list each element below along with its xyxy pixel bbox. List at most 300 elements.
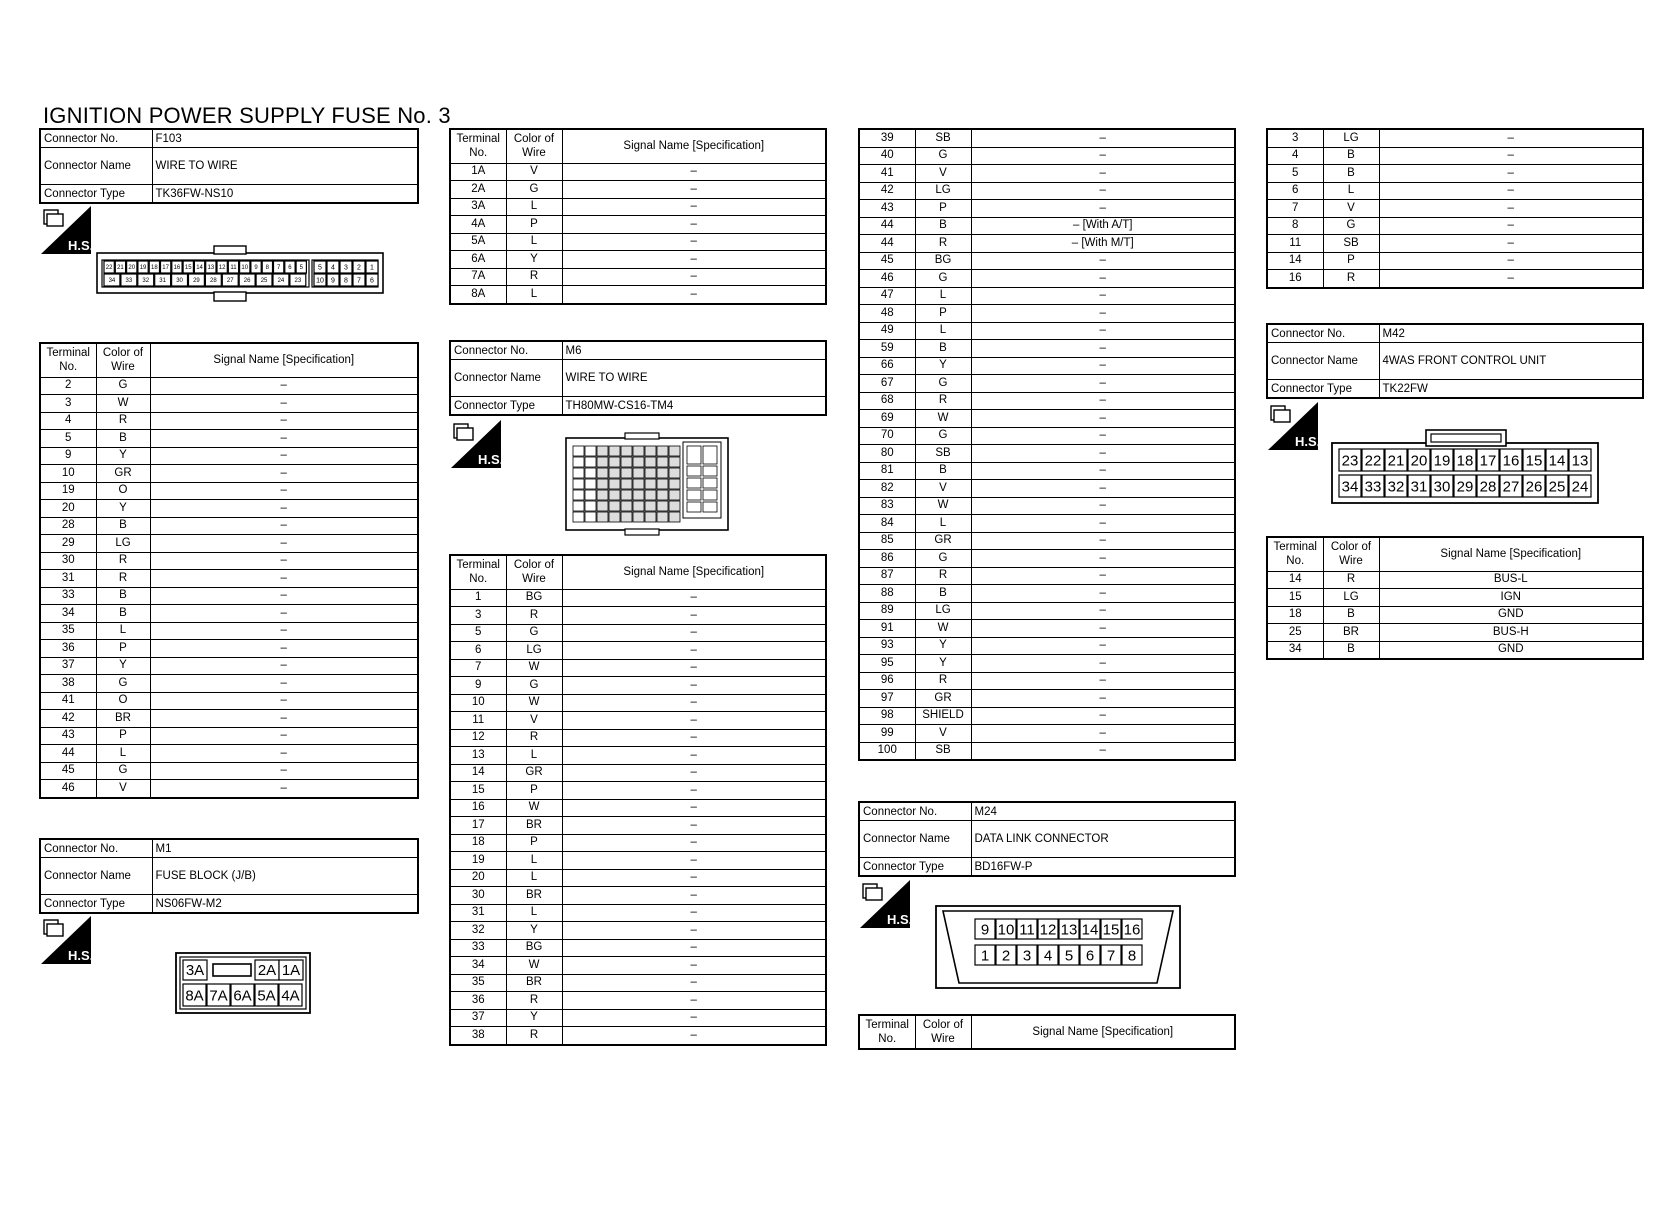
terminal-no: 6 bbox=[1267, 182, 1323, 200]
conn-no-value: M6 bbox=[562, 341, 826, 360]
wire-color: B bbox=[1323, 147, 1379, 165]
signal-name: – bbox=[562, 694, 826, 712]
table-row bbox=[450, 198, 826, 216]
table-row bbox=[450, 904, 826, 922]
terminal-no: 97 bbox=[859, 690, 915, 708]
conn-no-value: M1 bbox=[152, 839, 418, 858]
table-row bbox=[450, 659, 826, 677]
table-row bbox=[859, 340, 1235, 358]
pin-label: 19 bbox=[139, 265, 147, 272]
wire-color: O bbox=[96, 692, 150, 710]
pin-cell bbox=[573, 490, 584, 500]
table-row bbox=[450, 712, 826, 730]
signal-name: – bbox=[562, 922, 826, 940]
table-row bbox=[40, 377, 418, 395]
table-row bbox=[40, 412, 418, 430]
wire-color: R bbox=[915, 392, 971, 410]
wire-color: R bbox=[1323, 571, 1379, 589]
pin-label: 13 bbox=[1060, 921, 1078, 939]
signal-name: – bbox=[562, 834, 826, 852]
pin-cell bbox=[621, 479, 632, 489]
terminal-no: 59 bbox=[859, 340, 915, 358]
wire-color: BG bbox=[915, 252, 971, 270]
terminal-no: 17 bbox=[450, 817, 506, 835]
label-conn-name: Connector Name bbox=[40, 858, 152, 895]
pin-label: 6 bbox=[288, 265, 292, 272]
signal-name: – bbox=[562, 677, 826, 695]
wire-color: Y bbox=[915, 637, 971, 655]
terminal-no: 30 bbox=[450, 887, 506, 905]
terminal-no: 34 bbox=[1267, 641, 1323, 659]
header-color: Color of Wire bbox=[96, 343, 150, 377]
signal-name: – bbox=[562, 589, 826, 607]
wire-color: GR bbox=[506, 764, 562, 782]
terminal-no: 4A bbox=[450, 216, 506, 234]
table-row bbox=[859, 602, 1235, 620]
connector-face-m24 bbox=[935, 905, 1181, 994]
label-conn-no: Connector No. bbox=[1267, 324, 1379, 343]
hs-label: H.S. bbox=[1295, 434, 1318, 449]
table-row bbox=[40, 535, 418, 553]
signal-name: – bbox=[971, 655, 1235, 673]
terminal-no: 36 bbox=[40, 640, 96, 658]
pin-cell bbox=[573, 446, 584, 456]
pin-label: 9 bbox=[331, 277, 335, 285]
header-terminal: Terminal No. bbox=[1267, 537, 1323, 571]
pin-label: 11 bbox=[230, 265, 237, 272]
table-row bbox=[859, 305, 1235, 323]
table-row bbox=[40, 482, 418, 500]
header-signal: Signal Name [Specification] bbox=[562, 129, 826, 163]
terminal-no: 46 bbox=[40, 780, 96, 798]
table-row bbox=[1267, 129, 1643, 147]
pin-cell bbox=[573, 479, 584, 489]
terminal-no: 3 bbox=[1267, 129, 1323, 147]
pin-label: 6 bbox=[370, 277, 374, 285]
signal-name: – bbox=[150, 500, 418, 518]
wire-color: Y bbox=[506, 922, 562, 940]
connector-face-m6 bbox=[565, 432, 731, 542]
signal-name: – bbox=[150, 727, 418, 745]
pin-label: 27 bbox=[1502, 478, 1520, 496]
pin-label: 28 bbox=[1479, 478, 1497, 496]
terminal-no: 88 bbox=[859, 585, 915, 603]
table-row bbox=[859, 585, 1235, 603]
signal-name: – bbox=[971, 147, 1235, 165]
table-row bbox=[40, 570, 418, 588]
table-row bbox=[450, 852, 826, 870]
pin-label: 3 bbox=[344, 264, 348, 272]
table-row bbox=[450, 764, 826, 782]
terminal-no: 91 bbox=[859, 620, 915, 638]
table-row bbox=[450, 992, 826, 1010]
pin-label: 9 bbox=[980, 921, 990, 939]
pin-cell bbox=[573, 457, 584, 467]
pin-label: 10 bbox=[997, 921, 1015, 939]
signal-name: – bbox=[150, 745, 418, 763]
pin-cell bbox=[585, 468, 596, 478]
pin-label: 25 bbox=[1548, 478, 1566, 496]
pin-cell bbox=[669, 501, 680, 511]
terminal-no: 33 bbox=[450, 939, 506, 957]
terminal-no: 37 bbox=[40, 657, 96, 675]
pin-cell bbox=[657, 501, 668, 511]
pin-label: 17 bbox=[162, 265, 169, 272]
signal-name: – [With A/T] bbox=[971, 217, 1235, 235]
conn-type-value: TH80MW-CS16-TM4 bbox=[562, 397, 826, 416]
wire-color: P bbox=[506, 782, 562, 800]
pin-label: 24 bbox=[277, 278, 285, 285]
terminal-no: 8 bbox=[1267, 217, 1323, 235]
signal-name: BUS-L bbox=[1379, 571, 1643, 589]
label-conn-no: Connector No. bbox=[859, 802, 971, 821]
pin-label: 5 bbox=[299, 265, 303, 272]
connector-info-m6 bbox=[449, 340, 827, 416]
signal-name: – bbox=[971, 375, 1235, 393]
signal-name: – bbox=[150, 605, 418, 623]
pin-cell bbox=[609, 490, 620, 500]
wire-color: L bbox=[1323, 182, 1379, 200]
signal-name: – bbox=[150, 447, 418, 465]
table-row bbox=[450, 694, 826, 712]
pin-cell bbox=[633, 446, 644, 456]
label-conn-type: Connector Type bbox=[40, 895, 152, 914]
signal-name: GND bbox=[1379, 641, 1643, 659]
pin-label: 8 bbox=[265, 265, 270, 272]
pin-label: 29 bbox=[1456, 478, 1474, 496]
pin-cell bbox=[645, 490, 656, 500]
signal-name: – bbox=[971, 690, 1235, 708]
wire-color: B bbox=[1323, 641, 1379, 659]
hs-label: H.S. bbox=[887, 912, 910, 927]
wire-color: LG bbox=[506, 642, 562, 660]
terminal-no: 68 bbox=[859, 392, 915, 410]
signal-name: – bbox=[562, 939, 826, 957]
wire-color: B bbox=[96, 605, 150, 623]
wire-color: P bbox=[96, 727, 150, 745]
pin-cell bbox=[645, 468, 656, 478]
terminal-no: 18 bbox=[1267, 606, 1323, 624]
terminal-no: 5 bbox=[40, 430, 96, 448]
wire-color: R bbox=[96, 570, 150, 588]
signal-name: – bbox=[971, 287, 1235, 305]
wire-color: L bbox=[96, 622, 150, 640]
table-row bbox=[40, 780, 418, 798]
signal-name: – bbox=[150, 640, 418, 658]
table-row bbox=[450, 216, 826, 234]
pin-label: 20 bbox=[1410, 452, 1428, 470]
pin-label: 1 bbox=[370, 264, 374, 272]
signal-name: – bbox=[562, 729, 826, 747]
signal-name: – bbox=[1379, 165, 1643, 183]
signal-name: – bbox=[562, 163, 826, 181]
table-row bbox=[859, 620, 1235, 638]
hs-label: H.S. bbox=[478, 452, 501, 467]
pin-label: 9 bbox=[254, 265, 258, 272]
wire-color: W bbox=[506, 694, 562, 712]
pin-cell bbox=[703, 446, 717, 464]
pin-label: 18 bbox=[1456, 452, 1474, 470]
terminal-no: 8A bbox=[450, 286, 506, 304]
connector-info-m24 bbox=[858, 801, 1236, 877]
pin-cell bbox=[609, 512, 620, 522]
terminal-no: 41 bbox=[859, 165, 915, 183]
table-row bbox=[1267, 147, 1643, 165]
terminal-no: 46 bbox=[859, 270, 915, 288]
label-conn-name: Connector Name bbox=[859, 821, 971, 858]
signal-name: – bbox=[150, 395, 418, 413]
terminal-no: 18 bbox=[450, 834, 506, 852]
table-row bbox=[40, 640, 418, 658]
signal-name: IGN bbox=[1379, 589, 1643, 607]
wire-color: BG bbox=[506, 589, 562, 607]
terminal-no: 47 bbox=[859, 287, 915, 305]
signal-name: – bbox=[150, 517, 418, 535]
pin-cell bbox=[633, 512, 644, 522]
terminal-no: 84 bbox=[859, 515, 915, 533]
wire-color: B bbox=[96, 587, 150, 605]
pin-cell bbox=[585, 501, 596, 511]
pin-label: 32 bbox=[142, 278, 150, 285]
signal-name: – bbox=[971, 410, 1235, 428]
terminal-table-m6-continued bbox=[858, 128, 1236, 761]
wire-color: P bbox=[96, 640, 150, 658]
wire-color: Y bbox=[915, 357, 971, 375]
signal-name: – bbox=[150, 552, 418, 570]
pin-cell bbox=[597, 501, 608, 511]
pin-cell bbox=[621, 468, 632, 478]
signal-name: – bbox=[562, 799, 826, 817]
signal-name: – bbox=[150, 710, 418, 728]
wire-color: W bbox=[506, 659, 562, 677]
wire-color: G bbox=[506, 677, 562, 695]
terminal-no: 35 bbox=[40, 622, 96, 640]
wire-color: L bbox=[506, 904, 562, 922]
table-row bbox=[859, 129, 1235, 147]
pin-cell bbox=[669, 446, 680, 456]
pin-cell bbox=[657, 457, 668, 467]
signal-name: – bbox=[562, 216, 826, 234]
pin-cell bbox=[585, 446, 596, 456]
pin-label: 19 bbox=[1433, 452, 1451, 470]
wire-color: L bbox=[915, 322, 971, 340]
signal-name: – bbox=[971, 182, 1235, 200]
pin-label: 2A bbox=[257, 962, 277, 979]
pin-cell bbox=[669, 490, 680, 500]
terminal-no: 16 bbox=[450, 799, 506, 817]
signal-name: – bbox=[150, 570, 418, 588]
signal-name: – bbox=[562, 1009, 826, 1027]
pin-cell bbox=[633, 501, 644, 511]
wire-color: B bbox=[96, 430, 150, 448]
pin-label: 6 bbox=[1085, 947, 1095, 965]
terminal-no: 11 bbox=[450, 712, 506, 730]
pin-label: 24 bbox=[1571, 478, 1589, 496]
signal-name: – bbox=[562, 624, 826, 642]
signal-name: – bbox=[971, 357, 1235, 375]
wire-color: B bbox=[96, 517, 150, 535]
table-row bbox=[859, 672, 1235, 690]
terminal-no: 16 bbox=[1267, 270, 1323, 288]
header-color: Color of Wire bbox=[915, 1015, 971, 1049]
signal-name: – bbox=[1379, 182, 1643, 200]
harness-side-icon bbox=[41, 916, 91, 964]
table-row bbox=[1267, 589, 1643, 607]
signal-name: – bbox=[562, 181, 826, 199]
pin-label: 3 bbox=[1022, 947, 1032, 965]
pin-label: 7 bbox=[276, 265, 281, 272]
signal-name: – bbox=[150, 762, 418, 780]
pin-label: 22 bbox=[1364, 452, 1382, 470]
label-conn-no: Connector No. bbox=[40, 129, 152, 148]
terminal-no: 93 bbox=[859, 637, 915, 655]
terminal-no: 43 bbox=[859, 200, 915, 218]
terminal-no: 70 bbox=[859, 427, 915, 445]
pin-cell bbox=[609, 501, 620, 511]
table-row bbox=[450, 974, 826, 992]
pin-label: 14 bbox=[1081, 921, 1099, 939]
signal-name: – bbox=[971, 585, 1235, 603]
table-row bbox=[859, 742, 1235, 760]
table-row bbox=[450, 181, 826, 199]
terminal-no: 2A bbox=[450, 181, 506, 199]
terminal-no: 87 bbox=[859, 567, 915, 585]
pin-cell bbox=[687, 502, 701, 512]
wire-color: L bbox=[915, 515, 971, 533]
wire-color: B bbox=[915, 340, 971, 358]
wire-color: L bbox=[506, 747, 562, 765]
terminal-no: 83 bbox=[859, 497, 915, 515]
pin-cell bbox=[657, 479, 668, 489]
wire-color: SB bbox=[915, 129, 971, 147]
signal-name: – bbox=[150, 412, 418, 430]
conn-no-value: M24 bbox=[971, 802, 1235, 821]
terminal-no: 44 bbox=[40, 745, 96, 763]
pin-label: 16 bbox=[1502, 452, 1520, 470]
wire-color: L bbox=[506, 869, 562, 887]
pin-cell bbox=[657, 446, 668, 456]
signal-name: – bbox=[150, 587, 418, 605]
conn-name-value: FUSE BLOCK (J/B) bbox=[152, 858, 418, 895]
terminal-no: 96 bbox=[859, 672, 915, 690]
table-row bbox=[40, 762, 418, 780]
pin-label: 17 bbox=[1479, 452, 1497, 470]
wire-color: W bbox=[915, 410, 971, 428]
terminal-no: 19 bbox=[40, 482, 96, 500]
terminal-no: 42 bbox=[859, 182, 915, 200]
conn-type-value: TK36FW-NS10 bbox=[152, 185, 418, 204]
pin-cell bbox=[669, 512, 680, 522]
pin-cell bbox=[645, 479, 656, 489]
pin-cell bbox=[621, 457, 632, 467]
terminal-no: 15 bbox=[450, 782, 506, 800]
wire-color: BR bbox=[506, 817, 562, 835]
wire-color: LG bbox=[1323, 129, 1379, 147]
terminal-no: 7A bbox=[450, 268, 506, 286]
table-row bbox=[450, 939, 826, 957]
table-row bbox=[859, 567, 1235, 585]
table-row bbox=[40, 622, 418, 640]
signal-name: – bbox=[971, 340, 1235, 358]
wire-color: L bbox=[506, 198, 562, 216]
connector-face-m42 bbox=[1331, 429, 1601, 510]
conn-name-value: 4WAS FRONT CONTROL UNIT bbox=[1379, 343, 1643, 380]
terminal-no: 20 bbox=[40, 500, 96, 518]
pin-cell bbox=[645, 446, 656, 456]
table-row bbox=[40, 727, 418, 745]
wire-color: G bbox=[96, 762, 150, 780]
signal-name: – bbox=[971, 707, 1235, 725]
table-row bbox=[450, 589, 826, 607]
table-row bbox=[40, 500, 418, 518]
pin-label: 30 bbox=[176, 278, 183, 285]
signal-name: – bbox=[971, 252, 1235, 270]
header-signal: Signal Name [Specification] bbox=[150, 343, 418, 377]
conn-name-value: WIRE TO WIRE bbox=[152, 148, 418, 185]
signal-name: – bbox=[562, 251, 826, 269]
pin-label: 33 bbox=[1364, 478, 1382, 496]
terminal-no: 5 bbox=[450, 624, 506, 642]
terminal-table-m24 bbox=[1266, 128, 1644, 289]
table-row bbox=[859, 655, 1235, 673]
wire-color: SB bbox=[915, 742, 971, 760]
table-row bbox=[859, 235, 1235, 253]
wire-color: B bbox=[1323, 165, 1379, 183]
terminal-no: 10 bbox=[40, 465, 96, 483]
terminal-no: 89 bbox=[859, 602, 915, 620]
terminal-no: 25 bbox=[1267, 624, 1323, 642]
table-row bbox=[1267, 165, 1643, 183]
signal-name: – bbox=[562, 782, 826, 800]
terminal-no: 7 bbox=[1267, 200, 1323, 218]
signal-name: – bbox=[150, 377, 418, 395]
terminal-no: 9 bbox=[450, 677, 506, 695]
pin-label: 30 bbox=[1433, 478, 1451, 496]
signal-name: – bbox=[971, 637, 1235, 655]
terminal-no: 39 bbox=[859, 129, 915, 147]
connector-face-m1 bbox=[175, 952, 311, 1019]
terminal-no: 3A bbox=[450, 198, 506, 216]
signal-name: – bbox=[562, 992, 826, 1010]
pin-label: 10 bbox=[241, 265, 249, 272]
terminal-no: 80 bbox=[859, 445, 915, 463]
label-conn-no: Connector No. bbox=[40, 839, 152, 858]
pin-label: 21 bbox=[1387, 452, 1405, 470]
signal-name: – bbox=[971, 497, 1235, 515]
signal-name: – bbox=[150, 675, 418, 693]
table-row bbox=[859, 322, 1235, 340]
label-conn-name: Connector Name bbox=[40, 148, 152, 185]
pin-cell bbox=[687, 466, 701, 476]
signal-name: – bbox=[1379, 235, 1643, 253]
signal-name: – bbox=[562, 642, 826, 660]
wire-color: LG bbox=[1323, 589, 1379, 607]
terminal-no: 5 bbox=[1267, 165, 1323, 183]
terminal-no: 7 bbox=[450, 659, 506, 677]
terminal-no: 49 bbox=[859, 322, 915, 340]
pin-label: 11 bbox=[1019, 921, 1035, 939]
wire-color: LG bbox=[915, 602, 971, 620]
pin-cell bbox=[597, 468, 608, 478]
signal-name: – bbox=[150, 622, 418, 640]
wire-color: G bbox=[506, 624, 562, 642]
pin-cell bbox=[621, 512, 632, 522]
terminal-no: 14 bbox=[450, 764, 506, 782]
wire-color: L bbox=[506, 286, 562, 304]
terminal-no: 6 bbox=[450, 642, 506, 660]
signal-name: – bbox=[562, 974, 826, 992]
table-row bbox=[450, 869, 826, 887]
